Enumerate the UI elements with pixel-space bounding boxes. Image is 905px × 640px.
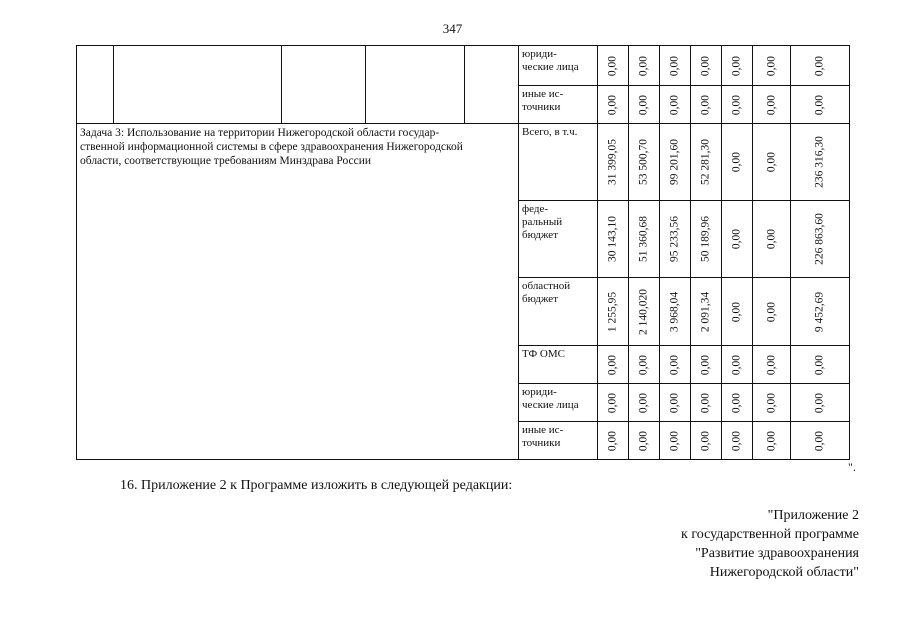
value-cell — [753, 346, 791, 384]
funding-source-cell — [519, 278, 598, 346]
value-text: 51 360,68 — [637, 216, 650, 262]
value-cell — [629, 124, 660, 201]
value-text: 0,00 — [813, 392, 826, 413]
value-cell — [753, 422, 791, 460]
value-cell — [753, 46, 791, 86]
funding-source-cell — [519, 346, 598, 384]
value-cell — [629, 278, 660, 346]
value-text: 0,00 — [637, 55, 650, 76]
closing-quote: ". — [848, 460, 856, 474]
value-cell — [598, 124, 629, 201]
value-cell — [691, 86, 722, 124]
value-text: 0,00 — [765, 94, 777, 115]
value-text: 0,00 — [813, 430, 826, 451]
funding-source-cell — [519, 86, 598, 124]
value-cell — [598, 46, 629, 86]
empty-cell — [77, 46, 114, 124]
value-text: 0,00 — [730, 430, 743, 451]
value-text: 0,00 — [765, 301, 777, 322]
value-cell — [598, 384, 629, 422]
value-cell — [691, 422, 722, 460]
value-text: 0,00 — [637, 94, 650, 115]
value-cell — [722, 384, 753, 422]
value-text: 0,00 — [606, 392, 619, 413]
value-cell — [691, 346, 722, 384]
value-text: 0,00 — [637, 354, 650, 375]
value-text: 226 863,60 — [813, 213, 826, 265]
value-text: 53 500,70 — [637, 139, 650, 185]
value-cell — [722, 346, 753, 384]
value-text: 0,00 — [606, 430, 619, 451]
value-cell — [660, 422, 691, 460]
table-body — [77, 46, 850, 460]
budget-table — [76, 45, 850, 460]
value-cell — [691, 46, 722, 86]
task-description-text: Задача 3: Использование на территории Нижегородской области государ- ственной информационной системы в сфере здравоохранения Нижегородской области, соответствующие требованиям Минздрава России — [80, 127, 463, 167]
value-text: 0,00 — [765, 354, 777, 375]
funding-source-text: иные ис- точники — [522, 424, 564, 449]
value-cell — [753, 384, 791, 422]
funding-source-text: феде- ральный бюджет — [522, 203, 563, 241]
value-cell — [791, 278, 850, 346]
funding-source-text: юриди- ческие лица — [522, 386, 579, 411]
value-cell — [722, 201, 753, 278]
value-text: 0,00 — [730, 301, 743, 322]
value-cell — [629, 86, 660, 124]
page-number: 347 — [442, 21, 463, 36]
value-cell — [660, 346, 691, 384]
value-text: 2 140,020 — [637, 288, 650, 335]
value-text: 0,00 — [699, 430, 712, 451]
value-text: 0,00 — [765, 228, 777, 250]
table-row — [77, 46, 850, 86]
empty-cell — [465, 46, 519, 124]
value-text: 3 968,04 — [668, 291, 681, 332]
value-text: 30 143,10 — [606, 216, 619, 262]
funding-source-text: Всего, в т.ч. — [522, 126, 578, 138]
value-cell — [629, 46, 660, 86]
funding-source-cell — [519, 422, 598, 460]
value-cell — [660, 46, 691, 86]
funding-source-cell — [519, 201, 598, 278]
value-cell — [722, 422, 753, 460]
value-text: 0,00 — [765, 392, 777, 413]
empty-cell — [282, 46, 366, 124]
value-cell — [753, 86, 791, 124]
value-text: 0,00 — [730, 392, 743, 413]
appendix-line: к государственной программе — [681, 527, 859, 542]
value-text: 2 091,34 — [699, 291, 712, 332]
value-cell — [691, 384, 722, 422]
value-cell — [660, 201, 691, 278]
instruction-text: 16. Приложение 2 к Программе изложить в следующей редакции: — [120, 478, 513, 493]
value-cell — [629, 201, 660, 278]
value-text: 0,00 — [668, 392, 681, 413]
value-text: 0,00 — [813, 94, 826, 115]
value-cell — [629, 422, 660, 460]
value-text: 31 399,05 — [606, 139, 619, 185]
value-text: 9 452,69 — [813, 291, 826, 332]
value-cell — [722, 124, 753, 201]
value-text: 0,00 — [637, 430, 650, 451]
value-text: 0,00 — [606, 94, 619, 115]
funding-source-cell — [519, 384, 598, 422]
value-text: 50 189,96 — [699, 216, 712, 262]
value-cell — [598, 422, 629, 460]
value-cell — [598, 86, 629, 124]
funding-source-cell — [519, 124, 598, 201]
value-text: 95 233,56 — [668, 216, 681, 262]
value-text: 0,00 — [637, 392, 650, 413]
value-cell — [722, 46, 753, 86]
appendix-line: Нижегородской области" — [709, 565, 859, 580]
value-cell — [691, 124, 722, 201]
value-cell — [753, 201, 791, 278]
funding-source-text: иные ис- точники — [522, 88, 564, 113]
value-text: 0,00 — [699, 392, 712, 413]
value-text: 0,00 — [606, 354, 619, 375]
value-text: 0,00 — [668, 94, 681, 115]
value-cell — [660, 384, 691, 422]
value-text: 0,00 — [668, 430, 681, 451]
value-cell — [753, 278, 791, 346]
value-cell — [660, 124, 691, 201]
value-text: 0,00 — [668, 354, 681, 375]
value-cell — [629, 384, 660, 422]
value-text: 0,00 — [765, 430, 777, 451]
appendix-line: "Приложение 2 — [767, 508, 859, 523]
funding-source-text: областной бюджет — [522, 280, 571, 305]
value-cell — [791, 384, 850, 422]
value-cell — [660, 86, 691, 124]
value-cell — [791, 201, 850, 278]
value-text: 0,00 — [730, 55, 743, 76]
value-text: 0,00 — [699, 94, 712, 115]
value-cell — [598, 201, 629, 278]
value-text: 52 281,30 — [699, 139, 712, 185]
value-text: 0,00 — [730, 354, 743, 375]
value-cell — [691, 278, 722, 346]
value-cell — [722, 86, 753, 124]
table-row — [77, 124, 850, 201]
value-cell — [598, 278, 629, 346]
value-cell — [629, 346, 660, 384]
value-text: 0,00 — [813, 55, 826, 76]
value-text: 0,00 — [699, 55, 712, 76]
funding-source-cell — [519, 46, 598, 86]
value-text: 1 255,95 — [606, 291, 619, 332]
value-cell — [791, 124, 850, 201]
value-text: 0,00 — [765, 55, 777, 76]
value-cell — [753, 124, 791, 201]
value-cell — [722, 278, 753, 346]
empty-cell — [114, 46, 282, 124]
task-description-cell — [77, 124, 519, 460]
value-text: 0,00 — [668, 55, 681, 76]
value-cell — [660, 278, 691, 346]
value-text: 0,00 — [699, 354, 712, 375]
funding-source-text: ТФ ОМС — [522, 348, 565, 360]
value-cell — [791, 422, 850, 460]
value-text: 0,00 — [730, 228, 743, 250]
value-text: 236 316,30 — [813, 136, 826, 188]
value-cell — [791, 86, 850, 124]
value-text: 99 201,60 — [668, 139, 681, 185]
empty-cell — [366, 46, 465, 124]
value-text: 0,00 — [765, 151, 777, 173]
appendix-line: "Развитие здравоохранения — [695, 546, 859, 561]
value-text: 0,00 — [606, 55, 619, 76]
value-cell — [691, 201, 722, 278]
value-cell — [598, 346, 629, 384]
value-text: 0,00 — [730, 151, 743, 173]
value-text: 0,00 — [813, 354, 826, 375]
funding-source-text: юриди- ческие лица — [522, 48, 579, 73]
value-cell — [791, 46, 850, 86]
value-text: 0,00 — [730, 94, 743, 115]
value-cell — [791, 346, 850, 384]
appendix-header — [681, 506, 859, 582]
